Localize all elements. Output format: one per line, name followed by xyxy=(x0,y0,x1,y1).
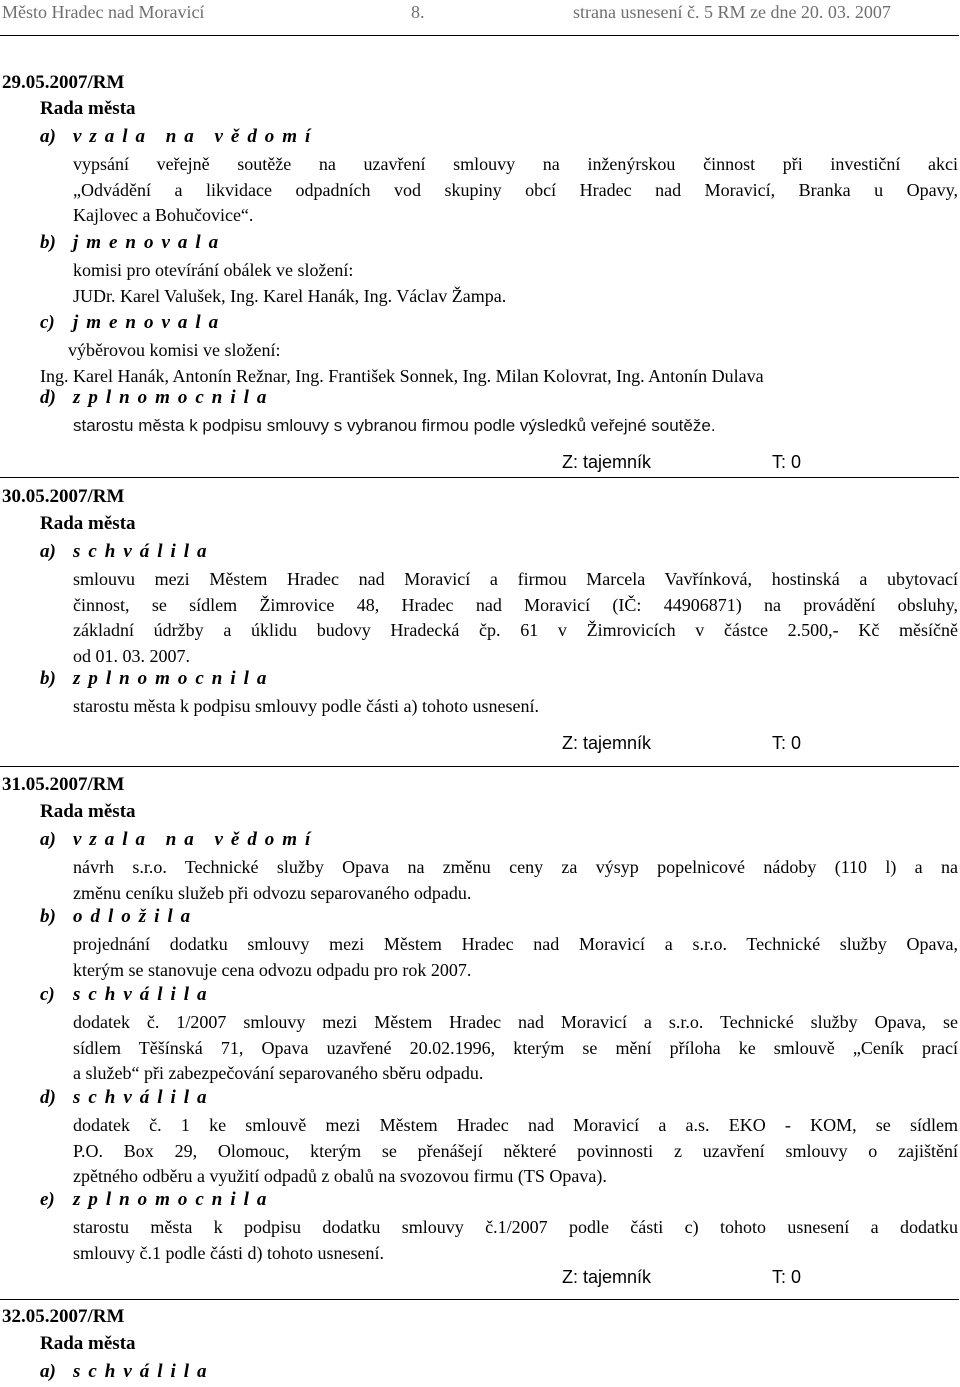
text-line: vypsání veřejně soutěže na uzavření smlouvy na inženýrskou činnost při investiční akci xyxy=(73,154,958,174)
council-heading: Rada města xyxy=(40,801,136,822)
text-line: návrh s.r.o. Technické služby Opava na změnu ceny za výsyp popelnicové nádoby (110 l) a na xyxy=(73,857,958,877)
resolution-number: 32.05.2007/RM xyxy=(2,1306,125,1327)
text-line: základní údržby a úklidu budovy Hradecká čp. 61 v Žimrovicích v částce 2.500,- Kč měsíčně xyxy=(73,620,958,641)
item-text xyxy=(73,694,958,720)
text-line: JUDr. Karel Valušek, Ing. Karel Hanák, Ing. Václav Žampa. xyxy=(73,285,507,306)
item-label: a) xyxy=(40,829,56,850)
resolution-number: 30.05.2007/RM xyxy=(2,486,125,507)
item-verb: schválila xyxy=(73,984,215,1005)
text-line: starostu města k podpisu smlouvy s vybranou firmou podle výsledků veřejné soutěže. xyxy=(73,416,716,435)
text-line: „Odvádění a likvidace odpadních vod skupiny obcí Hradec nad Moravicí, Branka u Opavy, xyxy=(73,179,958,200)
item-verb: zplnomocnila xyxy=(73,668,275,689)
item-label: a) xyxy=(40,1361,56,1382)
text-line: výběrovou komisi ve složení: xyxy=(68,340,281,360)
item-verb: zplnomocnila xyxy=(73,387,275,408)
item-verb: jmenovala xyxy=(73,232,227,253)
item-verb: schválila xyxy=(73,1361,215,1382)
text-line: projednání dodatku smlouvy mezi Městem Hradec nad Moravicí a s.r.o. Technické služby Opava, xyxy=(73,934,958,954)
item-verb: zplnomocnila xyxy=(73,1189,275,1210)
item-label: c) xyxy=(40,984,55,1005)
responsible-person: Z: tajemník xyxy=(562,452,652,472)
text-line: změnu ceníku služeb při odvozu separovaného odpadu. xyxy=(73,882,472,903)
responsible-person: Z: tajemník xyxy=(562,733,652,753)
text-line: komisi pro otevírání obálek ve složení: xyxy=(73,260,354,280)
item-verb: vzala na vědomí xyxy=(73,829,319,850)
item-label: d) xyxy=(40,1087,56,1108)
text-line: činnost, se sídlem Žimrovice 48, Hradec nad Moravicí (IČ: 44906871) na provádění obsluhy, xyxy=(73,594,958,615)
deadline: T: 0 xyxy=(772,1267,802,1287)
text-line: smlouvy č.1 podle části d) tohoto usnesení. xyxy=(73,1242,384,1263)
header-rule xyxy=(0,35,959,36)
item-label: b) xyxy=(40,668,56,689)
item-text xyxy=(73,1113,958,1190)
header-title: strana usnesení č. 5 RM ze dne 20. 03. 2007 xyxy=(573,2,891,22)
item-verb: vzala na vědomí xyxy=(73,126,319,147)
deadline: T: 0 xyxy=(772,733,802,753)
text-line: P.O. Box 29, Olomouc, kterým se přenášejí některé povinnosti z uzavření smlouvy o zajištění xyxy=(73,1140,958,1161)
item-label: d) xyxy=(40,387,56,408)
item-label: c) xyxy=(40,312,55,333)
text-line: starostu města k podpisu dodatku smlouvy č.1/2007 podle části c) tohoto usnesení a dodatku xyxy=(73,1217,958,1237)
page-header xyxy=(0,2,960,28)
section-rule xyxy=(0,477,959,478)
text-line: Ing. Karel Hanák, Antonín Režnar, Ing. František Sonnek, Ing. Milan Kolovrat, Ing. Antonín Dulava xyxy=(40,365,764,386)
text-line: dodatek č. 1/2007 smlouvy mezi Městem Hradec nad Moravicí a s.r.o. Technické služby Opava, se xyxy=(73,1012,958,1032)
text-line: starostu města k podpisu smlouvy podle části a) tohoto usnesení. xyxy=(73,696,539,716)
text-line: a služeb“ při zabezpečování separovaného sběru odpadu. xyxy=(73,1063,484,1084)
item-label: e) xyxy=(40,1189,55,1210)
text-line: od 01. 03. 2007. xyxy=(73,645,190,666)
council-heading: Rada města xyxy=(40,98,136,119)
section-rule xyxy=(0,1299,959,1300)
text-line: sídlem Těšínská 71, Opava uzavřené 20.02.1996, kterým se mění příloha ke smlouvě „Ceník prací xyxy=(73,1037,958,1058)
item-text xyxy=(73,1215,958,1266)
text-line: dodatek č. 1 ke smlouvě mezi Městem Hradec nad Moravicí a a.s. EKO - KOM, se sídlem xyxy=(73,1115,958,1135)
text-line: zpětného odběru a využití odpadů z obalů na svozovou firmu (TS Opava). xyxy=(73,1166,607,1187)
council-heading: Rada města xyxy=(40,513,136,534)
resolution-number: 29.05.2007/RM xyxy=(2,72,125,93)
item-text xyxy=(73,413,958,439)
item-text xyxy=(73,932,958,983)
item-text xyxy=(73,567,958,669)
item-text xyxy=(73,152,958,229)
text-line: kterým se stanovuje cena odvozu odpadu pro rok 2007. xyxy=(73,959,472,980)
item-verb: odložila xyxy=(73,906,199,927)
item-text xyxy=(73,855,958,906)
item-verb: jmenovala xyxy=(73,312,227,333)
header-town: Město Hradec nad Moravicí xyxy=(2,2,205,22)
text-line: Kajlovec a Bohučovice“. xyxy=(73,205,254,226)
item-text xyxy=(73,1010,958,1087)
item-verb: schválila xyxy=(73,1087,215,1108)
item-label: a) xyxy=(40,126,56,147)
item-label: b) xyxy=(40,906,56,927)
item-verb: schválila xyxy=(73,541,215,562)
responsible-person: Z: tajemník xyxy=(562,1267,652,1287)
text-line: smlouvu mezi Městem Hradec nad Moravicí a firmou Marcela Vavřínková, hostinská a ubytovací xyxy=(73,569,958,589)
council-heading: Rada města xyxy=(40,1333,136,1354)
item-text xyxy=(40,338,960,389)
header-page-number: 8. xyxy=(411,2,425,22)
deadline: T: 0 xyxy=(772,452,802,472)
item-text xyxy=(73,258,958,309)
section-rule xyxy=(0,766,959,767)
item-label: a) xyxy=(40,541,56,562)
resolution-number: 31.05.2007/RM xyxy=(2,774,125,795)
item-label: b) xyxy=(40,232,56,253)
